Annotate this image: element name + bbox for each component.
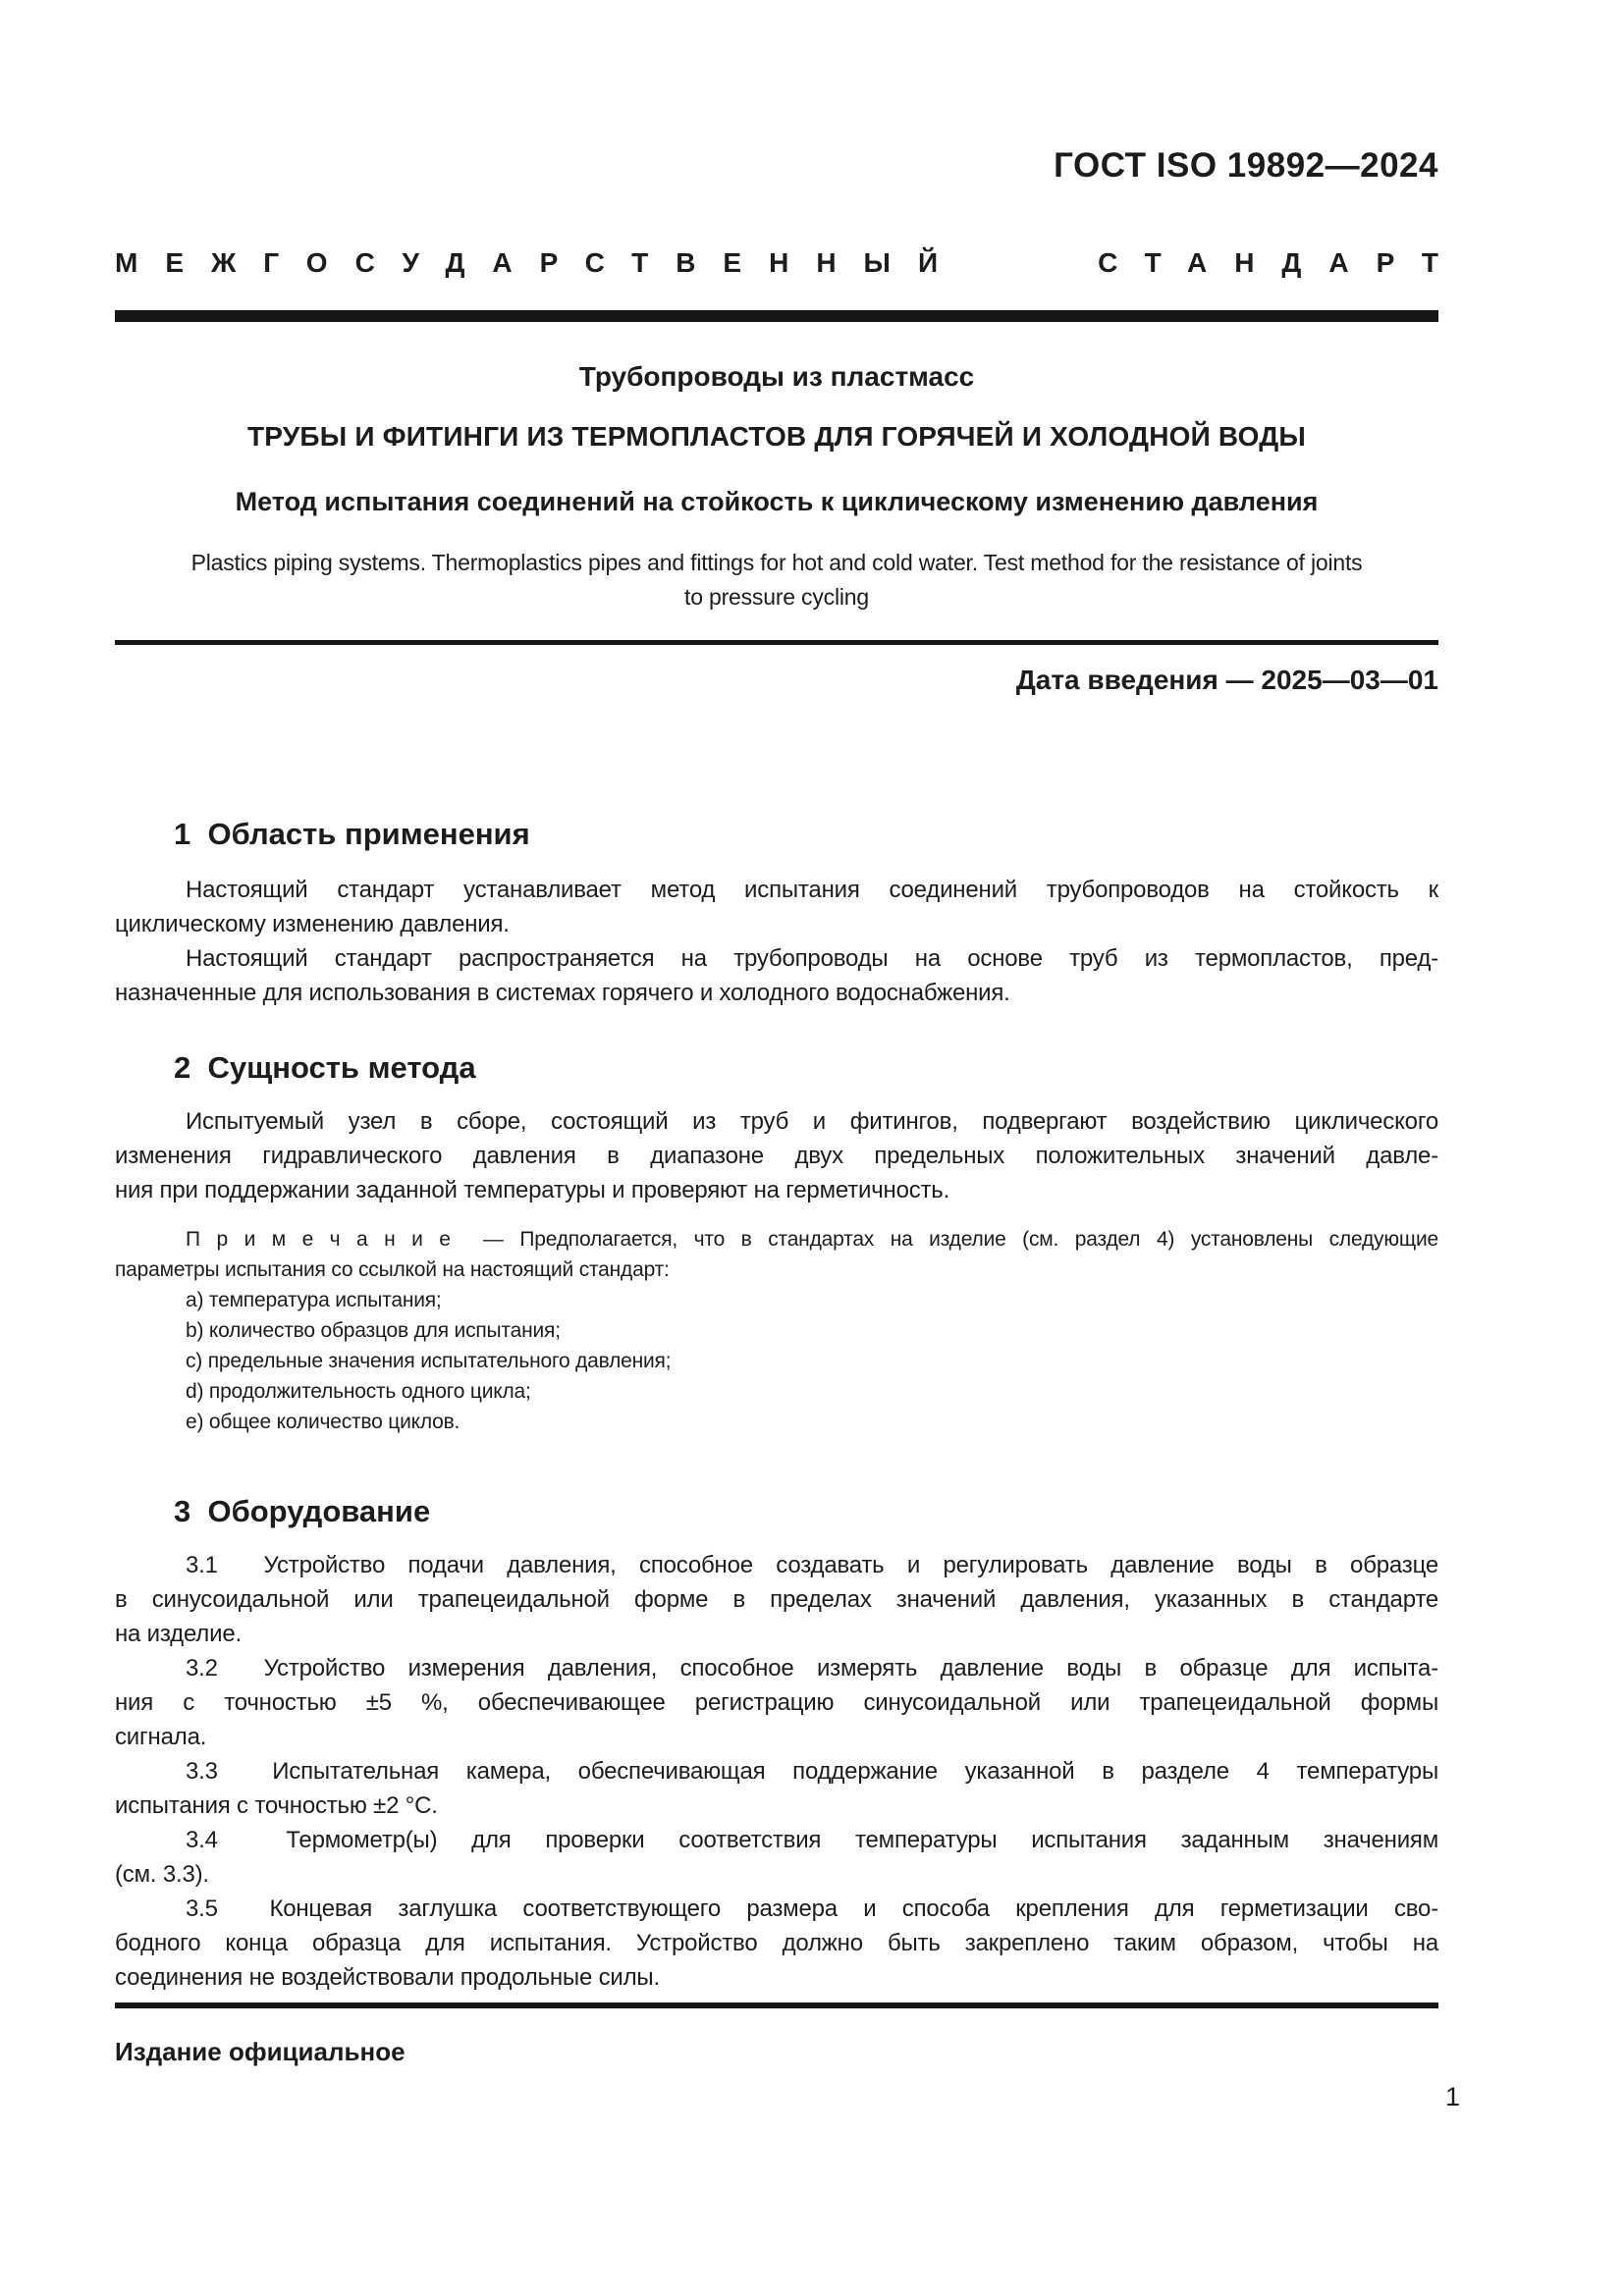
paragraph-line: испытания с точностью ±2 °C.: [115, 1792, 438, 1819]
title-divider: [115, 640, 1438, 645]
paragraph-line: циклическому изменению давления.: [115, 911, 510, 937]
paragraph-line: на изделие.: [115, 1621, 242, 1647]
paragraph-line: изменения гидравлического давления в диапазоне двух предельных положительных значений давле-: [115, 1143, 1438, 1169]
effective-date: Дата введения — 2025—03—01: [1015, 665, 1438, 695]
paragraph-line: 3.1 Устройство подачи давления, способное создавать и регулировать давление воды в образце: [186, 1552, 1438, 1578]
banner-word-1: МЕЖГОСУДАРСТВЕННЫЙ: [115, 247, 966, 278]
note-list-item: a) температура испытания;: [186, 1289, 442, 1311]
paragraph-line: сигнала.: [115, 1724, 207, 1750]
paragraph-line: 3.4 Термометр(ы) для проверки соответствия температуры испытания заданным значениям: [186, 1827, 1438, 1853]
paragraph-line: 3.5 Концевая заглушка соответствующего размера и способа крепления для герметизации сво-: [186, 1896, 1438, 1922]
page-number: 1: [1444, 2082, 1460, 2111]
banner-word-2: СТАНДАРТ: [1098, 247, 1466, 278]
title-english-line-2: to pressure cycling: [684, 584, 869, 610]
section-1-body: [115, 873, 1438, 1010]
section-2-body: [115, 1104, 1438, 1207]
header-divider-bar: [115, 310, 1438, 322]
official-edition-label: Издание официальное: [115, 2037, 406, 2066]
paragraph-line: Настоящий стандарт распространяется на трубопроводы на основе труб из термопластов, пред-: [186, 945, 1438, 972]
paragraph-line: назначенные для использования в системах горячего и холодного водоснабжения.: [115, 980, 1010, 1006]
group-title: Трубопроводы из пластмасс: [578, 361, 975, 392]
paragraph-line: Испытуемый узел в сборе, состоящий из труб и фитингов, подвергают воздействию циклического: [186, 1108, 1438, 1135]
title-english: [115, 546, 1438, 614]
paragraph-line: в синусоидальной или трапецеидальной форме в пределах значений давления, указанных в стандарте: [115, 1586, 1438, 1613]
main-title: ТРУБЫ И ФИТИНГИ ИЗ ТЕРМОПЛАСТОВ ДЛЯ ГОРЯЧЕЙ И ХОЛОДНОЙ ВОДЫ: [246, 421, 1306, 452]
section-3-heading: 3 Оборудование: [174, 1494, 431, 1528]
page-content: [115, 0, 1466, 2114]
note-list-item: d) продолжительность одного цикла;: [186, 1380, 531, 1403]
paragraph-line: 3.3 Испытательная камера, обеспечивающая поддержание указанной в разделе 4 температуры: [186, 1758, 1438, 1785]
paragraph-line: ния при поддержании заданной температуры и проверяют на герметичность.: [115, 1177, 950, 1203]
section-3-body: [115, 1548, 1438, 1995]
doc-number: ГОСТ ISO 19892—2024: [1054, 146, 1438, 185]
note-block: [115, 1224, 1438, 1437]
note-line: параметры испытания со ссылкой на настоящий стандарт:: [115, 1258, 670, 1281]
note-list-item: e) общее количество циклов.: [186, 1411, 460, 1433]
note-list-item: b) количество образцов для испытания;: [186, 1319, 561, 1342]
section-1-heading: 1 Область применения: [174, 817, 530, 851]
standard-type-banner: [115, 245, 1466, 281]
paragraph-line: ния с точностью ±5 %, обеспечивающее регистрацию синусоидальной или трапецеидальной формы: [115, 1689, 1438, 1716]
section-2-heading: 2 Сущность метода: [174, 1050, 476, 1085]
method-subtitle: Метод испытания соединений на стойкость к циклическому изменению давления: [235, 487, 1319, 516]
paragraph-line: Настоящий стандарт устанавливает метод испытания соединений трубопроводов на стойкость к: [186, 877, 1438, 903]
title-english-line-1: Plastics piping systems. Thermoplastics pipes and fittings for hot and cold water. Test method for the resistance of joints: [190, 550, 1363, 575]
note-list-item: c) предельные значения испытательного давления;: [186, 1350, 672, 1372]
paragraph-line: соединения не воздействовали продольные силы.: [115, 1964, 660, 1991]
paragraph-line: (см. 3.3).: [115, 1861, 209, 1888]
paragraph-line: бодного конца образца для испытания. Устройство должно быть закреплено таким образом, чтобы на: [115, 1930, 1438, 1956]
note-line: П р и м е ч а н и е — Предполагается, что в стандартах на изделие (см. раздел 4) установлены следующие: [186, 1228, 1438, 1251]
footer-divider: [115, 2002, 1438, 2008]
paragraph-line: 3.2 Устройство измерения давления, способное измерять давление воды в образце для испыта-: [186, 1655, 1438, 1682]
